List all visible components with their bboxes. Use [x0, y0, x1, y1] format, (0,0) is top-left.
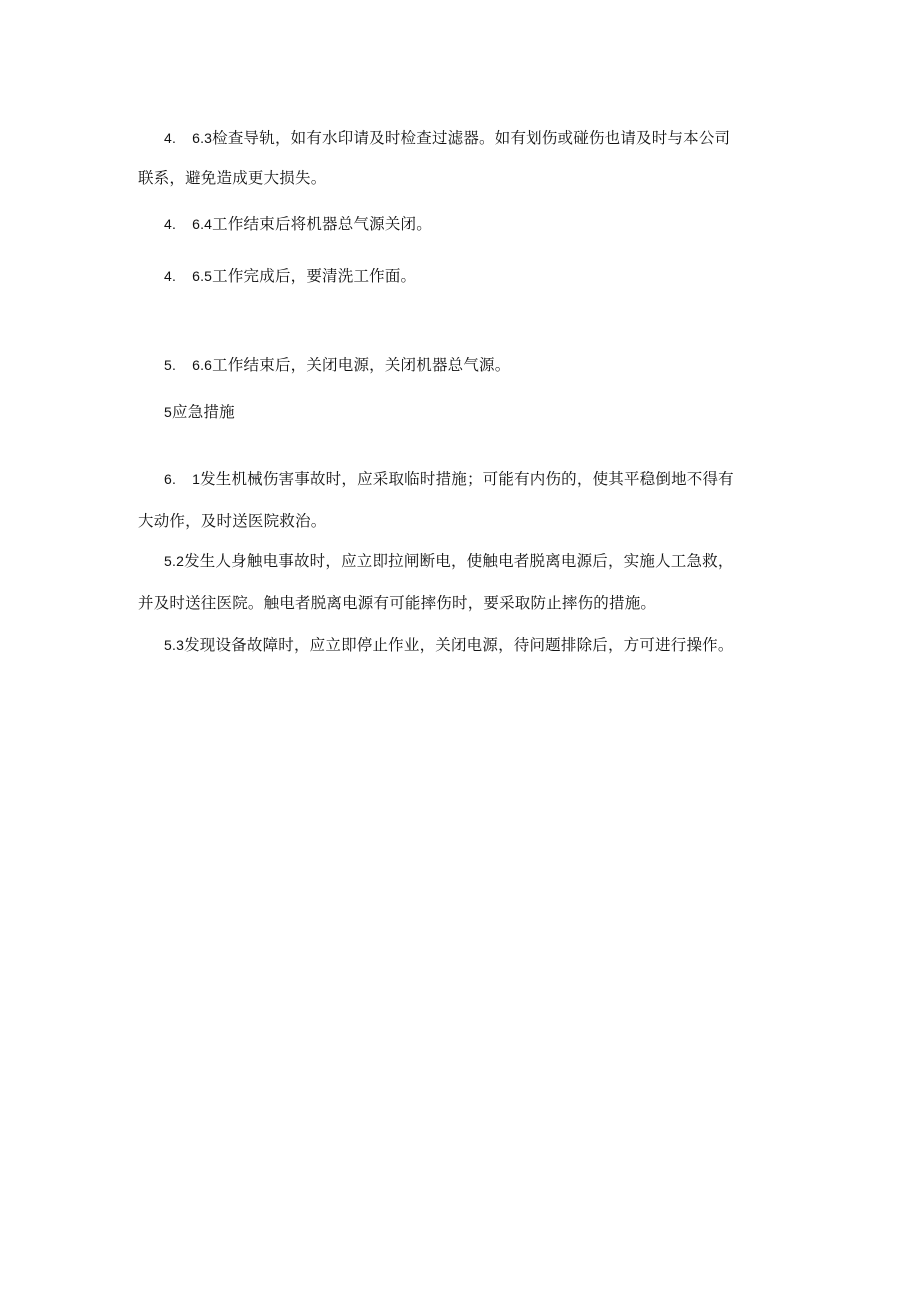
section-number: 5 [164, 404, 172, 420]
emergency-5-2-line-1 [164, 551, 734, 571]
item-6-3-line-1 [164, 128, 780, 148]
item-text: 发生机械伤害事故时，应采取临时措施；可能有内伤的，使其平稳倒地不得有 [200, 470, 734, 488]
item-prefix: 4. [164, 216, 177, 232]
item-text: 检查导轨，如有水印请及时检查过滤器。如有划伤或碰伤也请及时与本公司 [212, 129, 731, 147]
item-prefix: 4. [164, 130, 177, 146]
item-text: 工作完成后，要清洗工作面。 [212, 267, 417, 285]
item-text-continued: 联系，避免造成更大损失。 [138, 169, 327, 187]
item-prefix: 5. [164, 357, 177, 373]
item-prefix: 6. [164, 471, 177, 487]
item-6-6 [164, 355, 510, 375]
item-number: 6.5 [192, 268, 213, 284]
item-6-4 [164, 214, 432, 234]
emergency-1-line-1 [164, 469, 780, 489]
section-title: 应急措施 [172, 403, 235, 421]
item-number: 6.3 [192, 130, 213, 146]
item-prefix: 4. [164, 268, 177, 284]
section-heading [164, 402, 235, 422]
item-text-continued: 大动作，及时送医院救治。 [138, 512, 327, 530]
emergency-5-3 [164, 635, 734, 655]
item-number: 6.4 [192, 216, 213, 232]
item-number: 1 [192, 471, 201, 487]
emergency-1-line-2 [138, 511, 326, 531]
item-number: 5.2 [164, 553, 185, 569]
item-text: 工作结束后将机器总气源关闭。 [212, 215, 432, 233]
item-number: 5.3 [164, 637, 185, 653]
item-text: 发生人身触电事故时，应立即拉闸断电，使触电者脱离电源后，实施人工急救， [184, 552, 734, 570]
item-6-5 [164, 266, 416, 286]
emergency-5-2-line-2 [138, 593, 656, 613]
item-6-3-line-2 [138, 168, 326, 188]
item-text: 工作结束后，关闭电源，关闭机器总气源。 [212, 356, 511, 374]
item-text: 发现设备故障时，应立即停止作业，关闭电源，待问题排除后，方可进行操作。 [184, 636, 734, 654]
item-number: 6.6 [192, 357, 213, 373]
item-text-continued: 并及时送往医院。触电者脱离电源有可能摔伤时，要采取防止摔伤的措施。 [138, 594, 657, 612]
